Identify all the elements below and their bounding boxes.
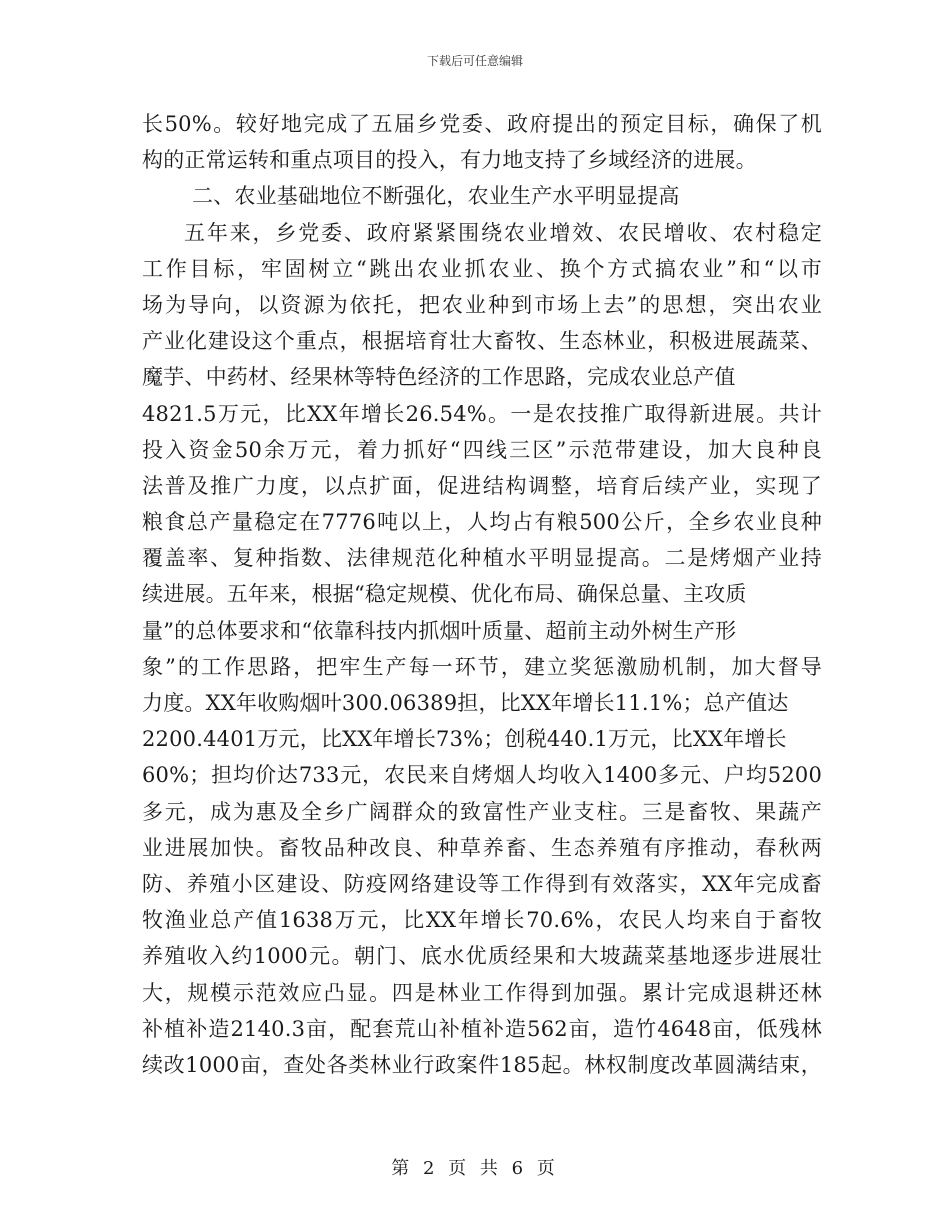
text-line: 大，规模示范效应凸显。四是林业工作得到加强。累计完成退耕还林 <box>142 980 822 1005</box>
text-line: 防、养殖小区建设、防疫网络建设等工作得到有效落实，XX年完成畜 <box>142 871 822 896</box>
text-line: 工作目标，牢固树立“跳出农业抓农业、换个方式搞农业”和“以市 <box>142 256 822 281</box>
text-line: 多元，成为惠及全乡广阔群众的致富性产业支柱。三是畜牧、果蔬产 <box>142 799 822 824</box>
text-line: 60%；担均价达733元，农民来自烤烟人均收入1400多元、户均5200 <box>142 763 822 788</box>
page-number-footer: 第 2 页 共 6 页 <box>391 1158 559 1179</box>
text-line: 牧渔业总产值1638万元，比XX年增长70.6%，农民人均来自于畜牧 <box>142 908 822 933</box>
text-line: 象”的工作思路，把牢生产每一环节，建立奖惩激励机制，加大督导 <box>142 654 822 679</box>
text-line: 补植补造2140.3亩，配套荒山补植补造562亩，造竹4648亩，低残林 <box>142 1016 822 1041</box>
text-line: 法普及推广力度，以点扩面，促进结构调整，培育后续产业，实现了 <box>142 473 822 498</box>
text-line: 魔芋、中药材、经果林等特色经济的工作思路，完成农业总产值 <box>142 365 736 390</box>
text-line: 2200.4401万元，比XX年增长73%；创税440.1万元，比XX年增长 <box>142 727 787 752</box>
text-line: 产业化建设这个重点，根据培育壮大畜牧、生态林业，积极进展蔬菜、 <box>142 329 822 354</box>
text-line: 五年来，乡党委、政府紧紧围绕农业增效、农民增收、农村稳定 <box>184 220 822 245</box>
text-line: 投入资金50余万元，着力抓好“四线三区”示范带建设，加大良种良 <box>142 437 822 462</box>
text-line: 业进展加快。畜牧品种改良、种草养畜、生态养殖有序推动，春秋两 <box>142 835 822 860</box>
text-line: 力度。XX年收购烟叶300.06389担，比XX年增长11.1%；总产值达 <box>142 691 789 715</box>
text-line: 场为导向，以资源为依托，把农业种到市场上去”的思想，突出农业 <box>142 292 822 317</box>
text-line: 构的正常运转和重点项目的投入，有力地支持了乡域经济的进展。 <box>142 148 757 173</box>
text-line: 覆盖率、复种指数、法律规范化种植水平明显提高。二是烤烟产业持 <box>142 546 822 571</box>
document-body <box>142 106 822 1083</box>
text-line: 续改1000亩，查处各类林业行政案件185起。林权制度改革圆满结束， <box>142 1052 822 1077</box>
page-header-note: 下载后可任意编辑 <box>426 54 523 68</box>
section-heading: 二、农业基础地位不断强化，农业生产水平明显提高 <box>192 184 680 209</box>
text-line: 养殖收入约1000元。朝门、底水优质经果和大坡蔬菜基地逐步进展壮 <box>142 944 822 969</box>
text-line: 长50%。较好地完成了五届乡党委、政府提出的预定目标，确保了机 <box>142 112 822 136</box>
text-line: 粮食总产量稳定在7776吨以上，人均占有粮500公斤，全乡农业良种 <box>142 510 822 535</box>
text-line: 续进展。五年来，根据“稳定规模、优化布局、确保总量、主攻质 <box>142 582 747 607</box>
text-line: 4821.5万元，比XX年增长26.54%。一是农技推广取得新进展。共计 <box>142 401 822 426</box>
text-line: 量”的总体要求和“依靠科技内抓烟叶质量、超前主动外树生产形 <box>142 618 737 643</box>
